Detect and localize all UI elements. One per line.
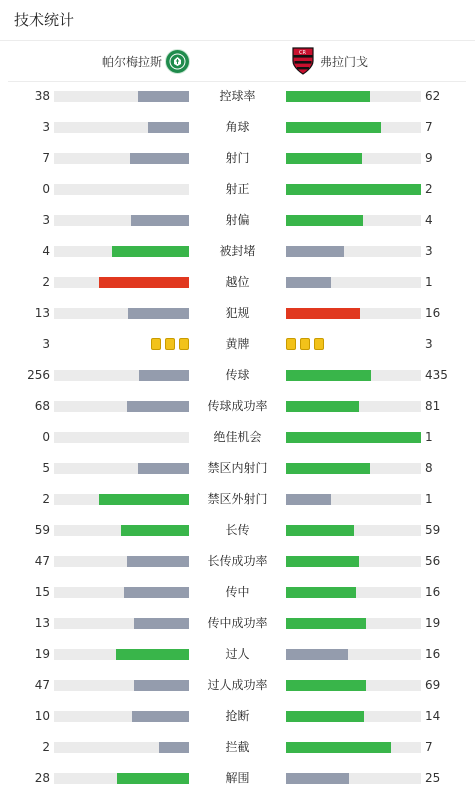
away-bar-fill [286,91,370,102]
away-bar [286,494,421,505]
away-bar-fill [286,618,366,629]
home-value: 2 [42,492,50,506]
home-bar-fill [134,680,189,691]
away-bar-fill [286,711,364,722]
home-bar [54,277,189,288]
away-bar [286,153,421,164]
away-bar [286,742,421,753]
home-bar-fill [139,370,189,381]
stat-label: 射偏 [225,213,250,227]
stat-row [0,174,475,205]
home-bar [54,246,189,257]
away-value: 7 [425,740,433,754]
home-value: 19 [34,647,50,661]
stat-row [0,298,475,329]
stat-label: 传球 [225,368,250,382]
away-value: 1 [425,275,433,289]
away-bar [286,370,421,381]
stat-label: 犯规 [225,306,250,320]
home-bar-fill [132,711,189,722]
home-value: 3 [42,213,50,227]
away-bar-fill [286,184,421,195]
home-bar [54,432,189,443]
away-bar [286,215,421,226]
home-value: 256 [27,368,50,382]
away-value: 16 [425,306,441,320]
stat-label: 长传 [225,523,250,537]
away-value: 16 [425,647,441,661]
away-value: 56 [425,554,441,568]
stat-label: 传球成功率 [207,399,268,413]
away-bar [286,277,421,288]
away-bar-fill [286,432,421,443]
home-bar-fill [138,463,189,474]
home-team-logo-icon [165,49,190,74]
away-value: 69 [425,678,441,692]
yellow-card-icon [151,338,161,350]
home-bar [54,463,189,474]
away-bar [286,401,421,412]
home-value: 13 [34,306,50,320]
home-bar-fill [127,556,189,567]
stat-label: 过人成功率 [207,678,268,692]
home-bar [54,370,189,381]
home-bar-fill [99,494,189,505]
home-value: 68 [34,399,50,413]
away-value: 59 [425,523,441,537]
stat-row [0,112,475,143]
away-bar [286,432,421,443]
away-value: 19 [425,616,441,630]
stat-label: 禁区内射门 [207,461,268,475]
away-bar-fill [286,153,362,164]
home-bar [54,711,189,722]
away-bar-fill [286,122,381,133]
away-bar-fill [286,370,371,381]
away-value: 7 [425,120,433,134]
away-value: 14 [425,709,441,723]
home-value: 7 [42,151,50,165]
home-bar [54,308,189,319]
home-value: 4 [42,244,50,258]
stat-label: 传中成功率 [207,616,268,630]
stat-row [0,608,475,639]
home-bar-fill [134,618,189,629]
away-bar [286,463,421,474]
away-value: 8 [425,461,433,475]
home-value: 10 [34,709,50,723]
home-value: 15 [34,585,50,599]
stat-label: 长传成功率 [207,554,268,568]
home-bar [54,153,189,164]
away-bar [286,246,421,257]
away-bar-fill [286,556,359,567]
yellow-card-icon [314,338,324,350]
home-value: 0 [42,182,50,196]
stat-row [0,205,475,236]
away-bar [286,122,421,133]
home-bar [54,494,189,505]
home-bar-fill [99,277,189,288]
away-bar-fill [286,215,363,226]
stat-row [0,236,475,267]
home-value: 2 [42,275,50,289]
stat-row [0,143,475,174]
stat-label: 解围 [225,771,250,785]
home-yellow-cards [151,338,189,351]
away-bar-fill [286,773,349,784]
home-bar-fill [112,246,189,257]
stat-label: 拦截 [225,740,250,754]
away-value: 435 [425,368,448,382]
stat-label: 射门 [225,151,250,165]
home-bar-fill [117,773,189,784]
away-bar-fill [286,308,360,319]
home-value: 3 [42,120,50,134]
away-bar [286,308,421,319]
home-bar-fill [121,525,189,536]
stat-row [0,670,475,701]
home-bar-fill [124,587,189,598]
stat-label: 抢断 [225,709,250,723]
away-bar [286,649,421,660]
away-bar-fill [286,401,359,412]
away-bar-fill [286,742,391,753]
away-bar-fill [286,680,366,691]
home-bar [54,680,189,691]
yellow-card-icon [300,338,310,350]
stat-label: 禁区外射门 [207,492,268,506]
away-value: 2 [425,182,433,196]
home-bar [54,556,189,567]
stat-row [0,515,475,546]
away-value: 3 [425,244,433,258]
stat-row [0,81,475,112]
away-bar [286,91,421,102]
home-bar [54,122,189,133]
teams-header [0,41,475,81]
stat-label: 角球 [225,120,250,134]
yellow-card-icon [179,338,189,350]
home-bar [54,184,189,195]
home-bar-fill [131,215,189,226]
home-value: 13 [34,616,50,630]
home-value: 0 [42,430,50,444]
stat-row [0,546,475,577]
stat-label: 过人 [225,647,250,661]
stat-label: 绝佳机会 [213,430,262,444]
stat-row [0,329,475,360]
away-value: 4 [425,213,433,227]
home-value: 38 [34,89,50,103]
home-bar-fill [148,122,189,133]
away-bar-fill [286,649,348,660]
away-value: 81 [425,399,441,413]
home-value: 5 [42,461,50,475]
away-bar [286,680,421,691]
stat-label: 射正 [225,182,250,196]
away-value: 25 [425,771,441,785]
stat-row [0,763,475,794]
stat-row [0,577,475,608]
home-value: 47 [34,554,50,568]
stat-row [0,732,475,763]
stat-row [0,422,475,453]
home-bar-fill [127,401,189,412]
page-title: 技术统计 [14,11,75,29]
away-team-name: 弗拉门戈 [320,55,369,69]
stat-row [0,453,475,484]
home-value: 3 [42,337,50,351]
home-value: 47 [34,678,50,692]
yellow-card-icon [165,338,175,350]
stat-row [0,267,475,298]
away-bar [286,711,421,722]
away-value: 1 [425,430,433,444]
home-value: 2 [42,740,50,754]
away-yellow-cards [286,338,324,351]
away-bar-fill [286,277,331,288]
away-bar-fill [286,587,356,598]
away-team-logo-icon [291,47,315,75]
stat-label: 传中 [225,585,250,599]
away-bar [286,525,421,536]
away-bar [286,773,421,784]
yellow-card-icon [286,338,296,350]
home-value: 28 [34,771,50,785]
stat-label: 越位 [225,275,250,289]
stat-row [0,701,475,732]
stat-label: 被封堵 [219,244,256,258]
home-bar [54,91,189,102]
home-bar-fill [128,308,189,319]
away-bar [286,618,421,629]
away-bar-fill [286,525,354,536]
home-bar [54,525,189,536]
home-bar-fill [116,649,189,660]
stat-row [0,391,475,422]
away-value: 62 [425,89,441,103]
stat-row [0,360,475,391]
stat-label: 控球率 [219,89,256,103]
away-bar [286,184,421,195]
home-bar [54,742,189,753]
stat-label: 黄牌 [225,337,250,351]
away-bar-fill [286,494,331,505]
home-team-name: 帕尔梅拉斯 [101,55,162,69]
home-bar [54,773,189,784]
away-value: 16 [425,585,441,599]
stat-row [0,484,475,515]
away-bar-fill [286,463,370,474]
home-bar-fill [130,153,189,164]
home-value: 59 [34,523,50,537]
away-value: 1 [425,492,433,506]
home-bar [54,649,189,660]
home-bar [54,401,189,412]
away-bar-fill [286,246,344,257]
home-bar [54,587,189,598]
away-bar [286,587,421,598]
stat-row [0,639,475,670]
home-bar [54,215,189,226]
home-bar-fill [159,742,189,753]
home-bar-fill [138,91,189,102]
away-value: 9 [425,151,433,165]
svg-text:CR: CR [299,50,306,56]
home-bar [54,618,189,629]
away-bar [286,556,421,567]
away-value: 3 [425,337,433,351]
